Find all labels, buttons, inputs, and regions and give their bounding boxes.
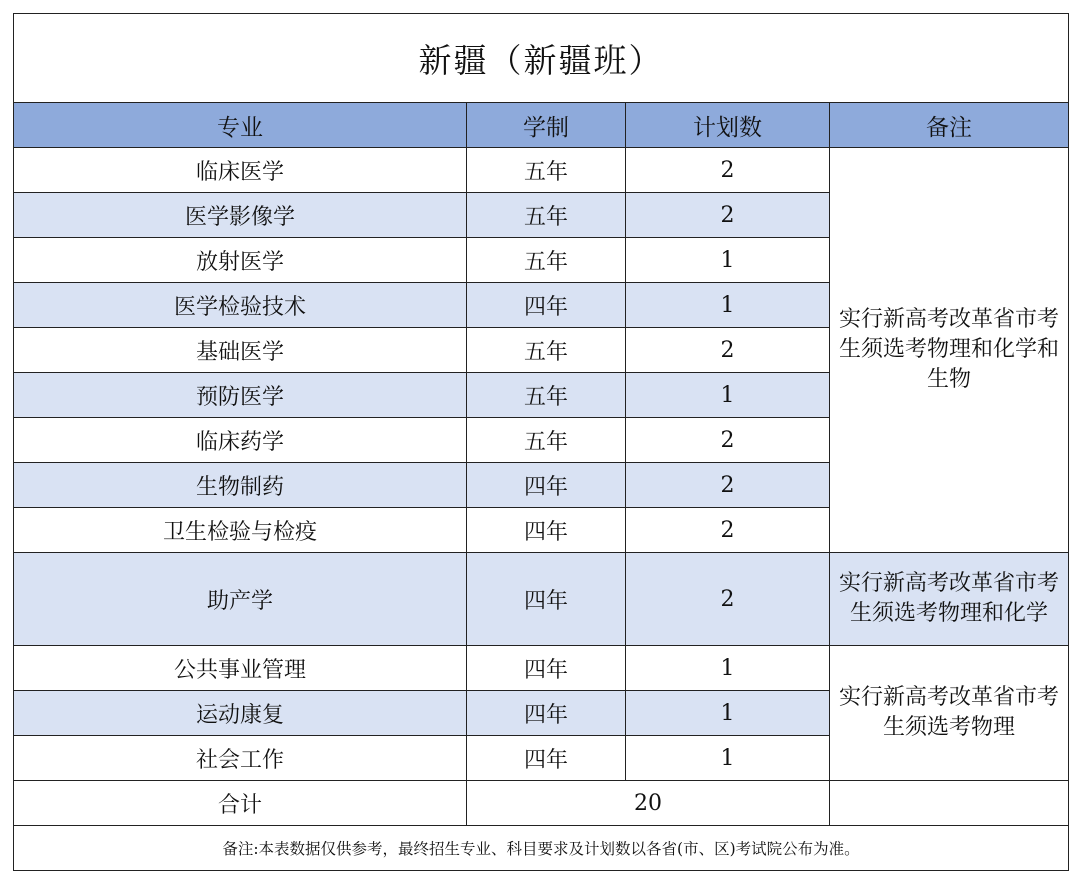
header-duration: 学制 — [467, 103, 626, 148]
cell-count: 1 — [626, 373, 830, 418]
cell-major: 运动康复 — [14, 691, 467, 736]
header-major: 专业 — [14, 103, 467, 148]
cell-duration: 四年 — [467, 646, 626, 691]
cell-count: 1 — [626, 283, 830, 328]
cell-major: 公共事业管理 — [14, 646, 467, 691]
cell-major: 助产学 — [14, 553, 467, 646]
table-row — [14, 553, 1069, 646]
cell-count: 1 — [626, 238, 830, 283]
note-group-2: 实行新高考改革省市考生须选考物理和化学 — [830, 553, 1069, 646]
cell-count: 2 — [626, 463, 830, 508]
table-row — [14, 148, 1069, 193]
cell-major: 预防医学 — [14, 373, 467, 418]
header-note: 备注 — [830, 103, 1069, 148]
cell-duration: 五年 — [467, 418, 626, 463]
table-row — [14, 646, 1069, 691]
cell-major: 医学检验技术 — [14, 283, 467, 328]
table-title: 新疆（新疆班） — [14, 14, 1069, 103]
cell-major: 卫生检验与检疫 — [14, 508, 467, 553]
enrollment-plan-table — [13, 13, 1069, 871]
cell-duration: 四年 — [467, 463, 626, 508]
footer-note: 备注:本表数据仅供参考，最终招生专业、科目要求及计划数以各省(市、区)考试院公布为准。 — [14, 826, 1069, 871]
note-group-1: 实行新高考改革省市考生须选考物理和化学和生物 — [830, 148, 1069, 553]
cell-count: 2 — [626, 193, 830, 238]
total-value: 20 — [467, 781, 830, 826]
cell-major: 临床医学 — [14, 148, 467, 193]
cell-duration: 五年 — [467, 148, 626, 193]
cell-count: 1 — [626, 646, 830, 691]
cell-count: 2 — [626, 418, 830, 463]
total-row — [14, 781, 1069, 826]
cell-count: 2 — [626, 148, 830, 193]
header-count: 计划数 — [626, 103, 830, 148]
cell-duration: 四年 — [467, 508, 626, 553]
cell-major: 基础医学 — [14, 328, 467, 373]
cell-duration: 五年 — [467, 373, 626, 418]
cell-major: 社会工作 — [14, 736, 467, 781]
cell-duration: 五年 — [467, 193, 626, 238]
cell-count: 1 — [626, 691, 830, 736]
cell-major: 放射医学 — [14, 238, 467, 283]
cell-major: 生物制药 — [14, 463, 467, 508]
cell-duration: 四年 — [467, 283, 626, 328]
cell-duration: 四年 — [467, 691, 626, 736]
cell-major: 临床药学 — [14, 418, 467, 463]
cell-duration: 五年 — [467, 328, 626, 373]
total-label: 合计 — [14, 781, 467, 826]
cell-duration: 四年 — [467, 553, 626, 646]
cell-count: 2 — [626, 508, 830, 553]
cell-major: 医学影像学 — [14, 193, 467, 238]
cell-count: 1 — [626, 736, 830, 781]
total-note — [830, 781, 1069, 826]
cell-duration: 四年 — [467, 736, 626, 781]
cell-count: 2 — [626, 553, 830, 646]
cell-count: 2 — [626, 328, 830, 373]
note-group-3: 实行新高考改革省市考生须选考物理 — [830, 646, 1069, 781]
cell-duration: 五年 — [467, 238, 626, 283]
